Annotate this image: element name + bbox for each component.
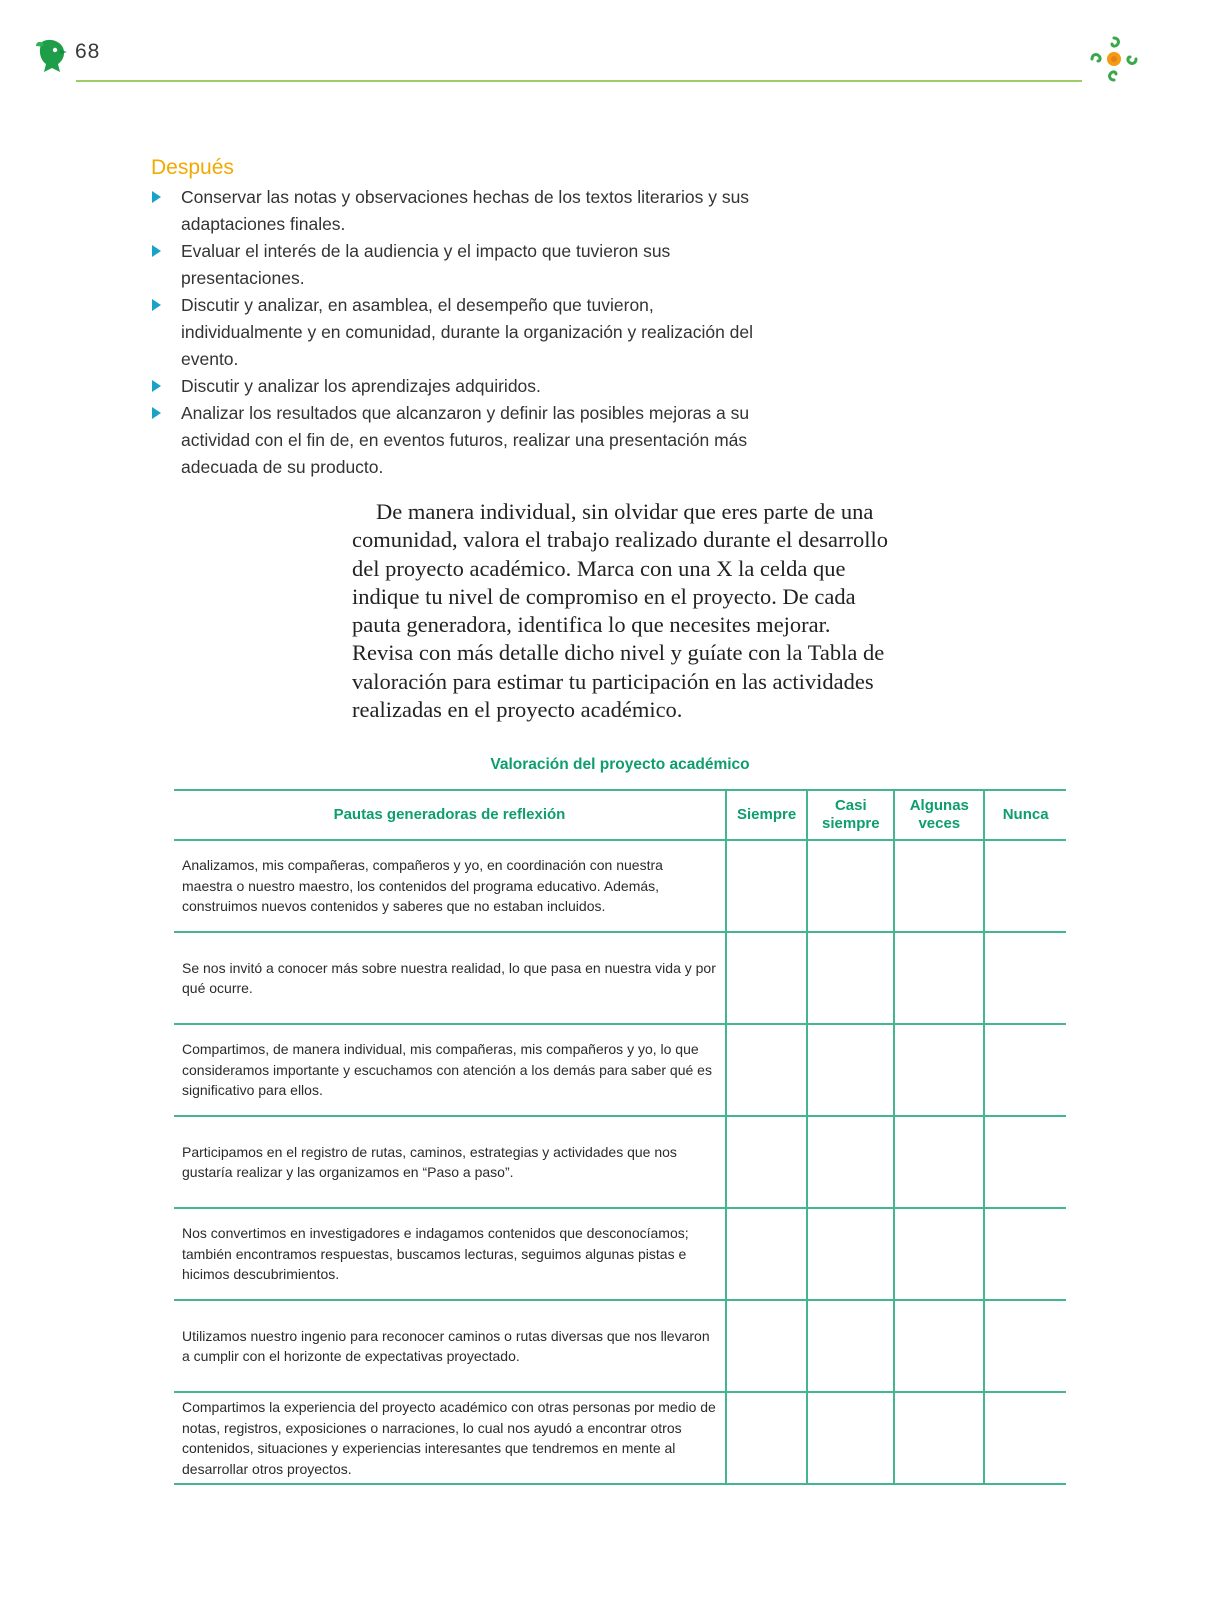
table-row [174, 840, 1066, 932]
mark-cell-nunca[interactable] [984, 1208, 1066, 1300]
triangle-bullet-icon [152, 245, 161, 257]
list-item-text: Evaluar el interés de la audiencia y el impacto que tuvieron sus presentaciones. [181, 241, 671, 288]
criterion-cell: Compartimos, de manera individual, mis compañeras, mis compañeros y yo, lo que consideramos importante y escuchamos con atención a los demás para saber qué es significativo para ellos. [174, 1024, 726, 1116]
mark-cell-algunas-veces[interactable] [894, 840, 984, 932]
list-item [151, 292, 771, 373]
mark-cell-siempre[interactable] [726, 1116, 807, 1208]
list-item-text: Discutir y analizar, en asamblea, el desempeño que tuvieron, individualmente y en comunidad, durante la organización y realización del evento. [181, 295, 754, 369]
evaluation-table [174, 789, 1066, 1485]
mark-cell-casi-siempre[interactable] [807, 1392, 894, 1484]
mark-cell-algunas-veces[interactable] [894, 1116, 984, 1208]
triangle-bullet-icon [152, 380, 161, 392]
mark-cell-siempre[interactable] [726, 1392, 807, 1484]
table-caption: Valoración del proyecto académico [490, 756, 750, 773]
mark-cell-algunas-veces[interactable] [894, 1300, 984, 1392]
mark-cell-siempre[interactable] [726, 932, 807, 1024]
criterion-cell: Participamos en el registro de rutas, caminos, estrategias y actividades que nos gustaría realizar y las organizamos en “Paso a paso”. [174, 1116, 726, 1208]
list-item-text: Analizar los resultados que alcanzaron y definir las posibles mejoras a su actividad con el fin de, en eventos futuros, realizar una presentación más adecuada de su producto. [181, 403, 750, 477]
table-row [174, 1300, 1066, 1392]
criterion-cell: Analizamos, mis compañeras, compañeros y yo, en coordinación con nuestra maestra o nuestro maestro, los contenidos del programa educativo. Además, construimos nuevos contenidos y saberes que no estaban incluidos. [174, 840, 726, 932]
mark-cell-algunas-veces[interactable] [894, 1024, 984, 1116]
header-algunas-veces: Algunas veces [894, 790, 984, 840]
after-activities-list [151, 184, 771, 481]
criterion-cell: Compartimos la experiencia del proyecto académico con otras personas por medio de notas, registros, exposiciones o narraciones, lo cual nos ayudó a encontrar otros contenidos, situaciones y experiencias interesantes que tendremos en mente al desarrollar otros proyectos. [174, 1392, 726, 1484]
mark-cell-nunca[interactable] [984, 1116, 1066, 1208]
header-nunca: Nunca [984, 790, 1066, 840]
section-title-despues: Después [151, 156, 234, 179]
mark-cell-algunas-veces[interactable] [894, 932, 984, 1024]
mark-cell-casi-siempre[interactable] [807, 1116, 894, 1208]
mark-cell-algunas-veces[interactable] [894, 1208, 984, 1300]
mark-cell-siempre[interactable] [726, 840, 807, 932]
mark-cell-nunca[interactable] [984, 1392, 1066, 1484]
table-row [174, 1208, 1066, 1300]
mark-cell-siempre[interactable] [726, 1208, 807, 1300]
mark-cell-siempre[interactable] [726, 1300, 807, 1392]
criterion-cell: Nos convertimos en investigadores e indagamos contenidos que desconocíamos; también encontramos respuestas, buscamos lecturas, seguimos algunas pistas e hicimos descubrimientos. [174, 1208, 726, 1300]
mark-cell-casi-siempre[interactable] [807, 1024, 894, 1116]
mark-cell-casi-siempre[interactable] [807, 1300, 894, 1392]
table-header-row [174, 790, 1066, 840]
triangle-bullet-icon [152, 299, 161, 311]
criterion-cell: Utilizamos nuestro ingenio para reconocer caminos o rutas diversas que nos llevaron a cumplir con el horizonte de expectativas proyectado. [174, 1300, 726, 1392]
criterion-cell: Se nos invitó a conocer más sobre nuestra realidad, lo que pasa en nuestra vida y por qué ocurre. [174, 932, 726, 1024]
list-item [151, 400, 771, 481]
list-item [151, 184, 771, 238]
mark-cell-siempre[interactable] [726, 1024, 807, 1116]
list-item-text: Discutir y analizar los aprendizajes adquiridos. [181, 376, 541, 396]
quetzal-logo-icon [36, 38, 68, 74]
table-row [174, 1392, 1066, 1484]
flower-ornament-icon [1086, 34, 1142, 84]
list-item [151, 373, 771, 400]
page-number: 68 [75, 40, 101, 63]
header-siempre: Siempre [726, 790, 807, 840]
mark-cell-casi-siempre[interactable] [807, 932, 894, 1024]
mark-cell-nunca[interactable] [984, 1300, 1066, 1392]
instructions-paragraph: De manera individual, sin olvidar que eres parte de una comunidad, valora el trabajo realizado durante el desarrollo del proyecto académico. Marca con una X la celda que indique tu nivel de compromiso en el proyecto. De cada pauta generadora, identifica lo que necesites mejorar. Revisa con más detalle dicho nivel y guíate con la Tabla de valoración para estimar tu participación en las actividades realizadas en el proyecto académico. [352, 499, 889, 723]
mark-cell-nunca[interactable] [984, 1024, 1066, 1116]
table-row [174, 932, 1066, 1024]
mark-cell-nunca[interactable] [984, 840, 1066, 932]
triangle-bullet-icon [152, 191, 161, 203]
triangle-bullet-icon [152, 407, 161, 419]
table-row [174, 1024, 1066, 1116]
header-criterion: Pautas generadoras de reflexión [174, 790, 726, 840]
list-item-text: Conservar las notas y observaciones hechas de los textos literarios y sus adaptaciones finales. [181, 187, 750, 234]
header-casi-siempre: Casi siempre [807, 790, 894, 840]
mark-cell-nunca[interactable] [984, 932, 1066, 1024]
header-rule [76, 80, 1082, 82]
mark-cell-algunas-veces[interactable] [894, 1392, 984, 1484]
list-item [151, 238, 771, 292]
table-row [174, 1116, 1066, 1208]
mark-cell-casi-siempre[interactable] [807, 1208, 894, 1300]
mark-cell-casi-siempre[interactable] [807, 840, 894, 932]
